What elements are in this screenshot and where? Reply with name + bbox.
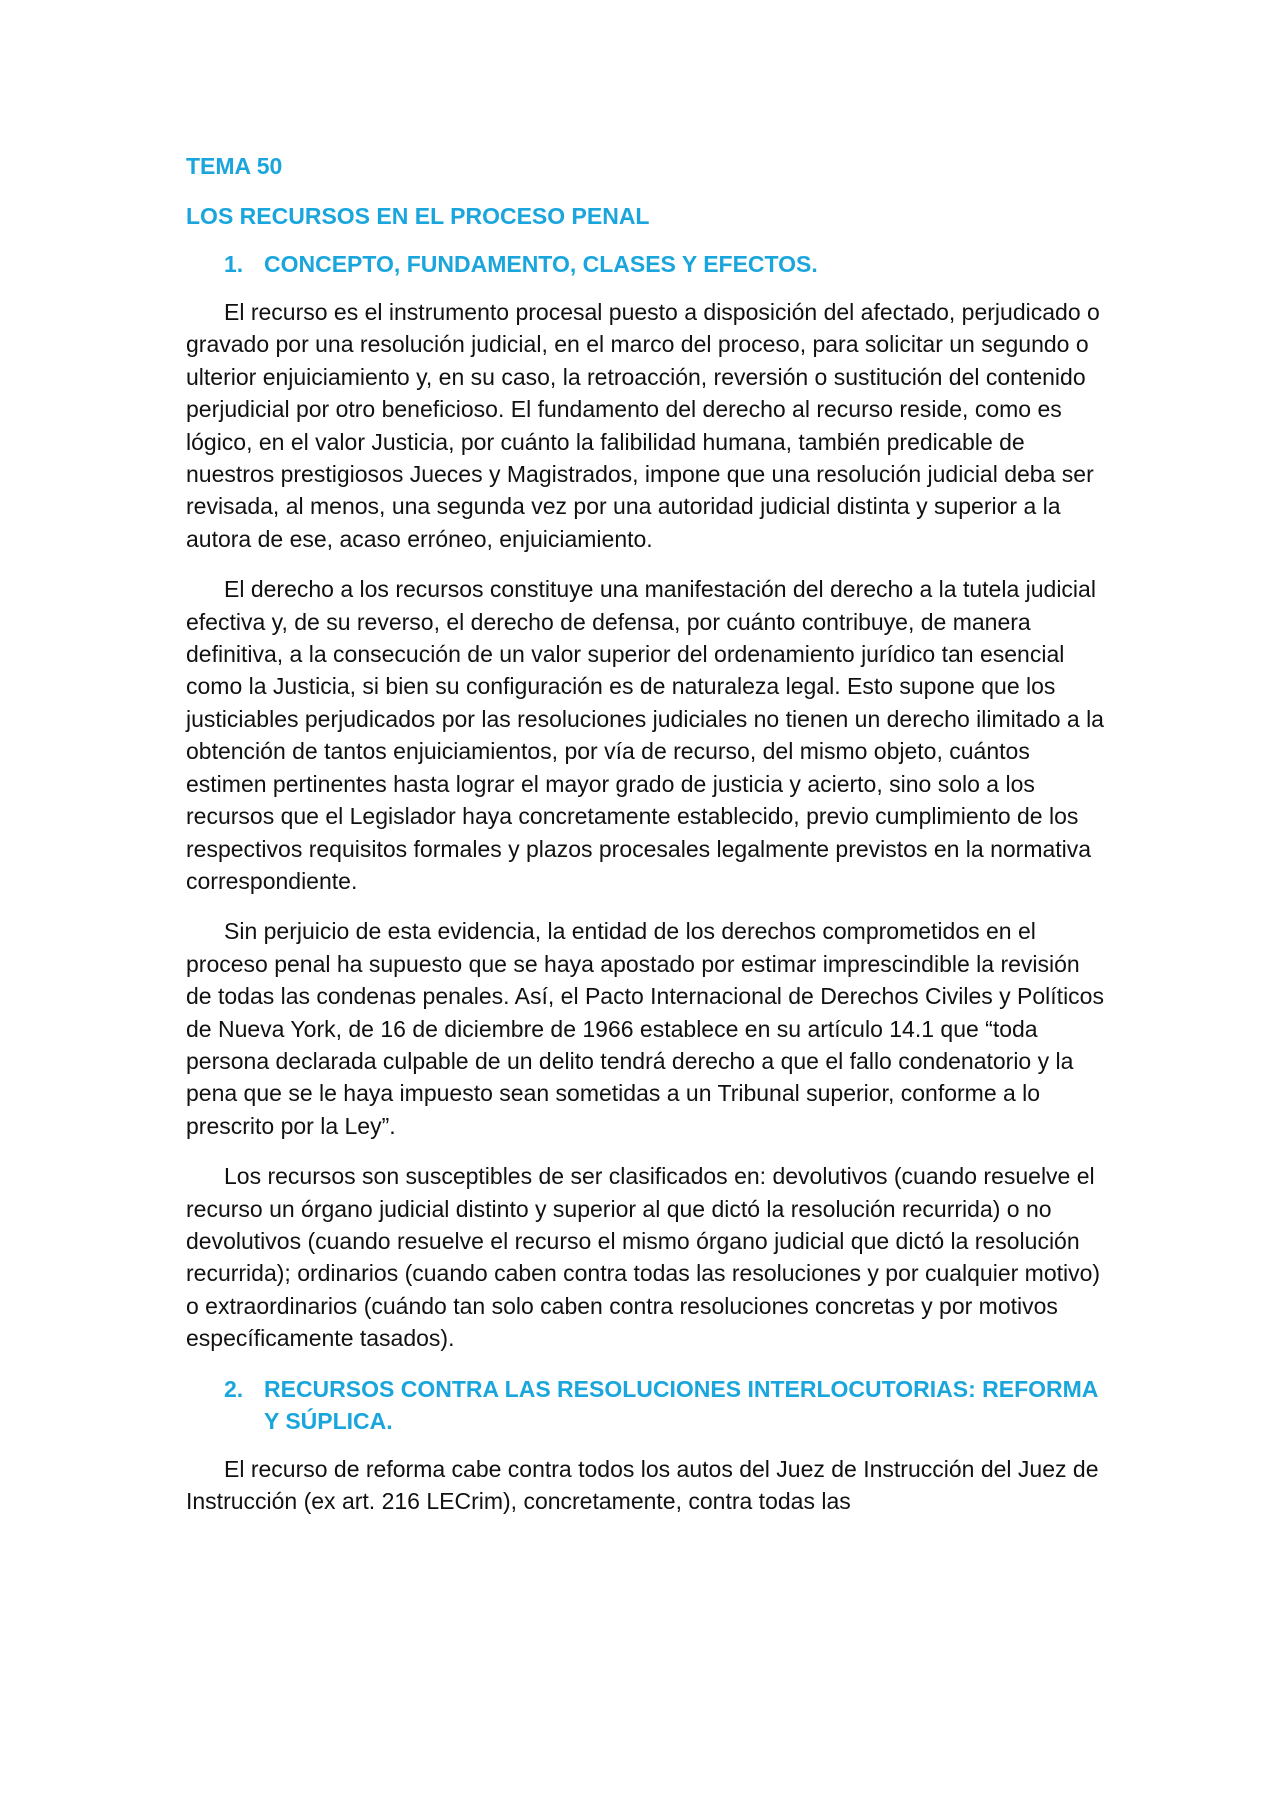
document-page xyxy=(186,150,1106,1535)
section-heading-text: CONCEPTO, FUNDAMENTO, CLASES Y EFECTOS. xyxy=(264,251,818,277)
paragraph: Los recursos son susceptibles de ser clasificados en: devolutivos (cuando resuelve el recurso un órgano judicial distinto y superior al que dictó la resolución recurrida) o no devolutivos (cuando resuelve el recurso el mismo órgano judicial que dictó la resolución recurrida); ordinarios (cuando caben contra todas las resoluciones y por cualquier motivo) o extraordinarios (cuándo tan solo caben contra resoluciones concretas y por motivos específicamente tasados). xyxy=(186,1163,1101,1352)
tema-number: TEMA 50 xyxy=(186,153,283,179)
paragraph: Sin perjuicio de esta evidencia, la entidad de los derechos comprometidos en el proceso penal ha supuesto que se haya apostado por estimar imprescindible la revisión de todas las condenas penales. Así, el Pacto Internacional de Derechos Civiles y Políticos de Nueva York, de 16 de diciembre de 1966 establece en su artículo 14.1 que “toda persona declarada culpable de un delito tendrá derecho a que el fallo condenatorio y la pena que se le haya impuesto sean sometidas a un Tribunal superior, conforme a lo prescrito por la Ley”. xyxy=(186,918,1104,1139)
section-number: 1. xyxy=(224,251,244,277)
section-heading-1 xyxy=(224,248,1106,280)
document-title: LOS RECURSOS EN EL PROCESO PENAL xyxy=(186,203,650,229)
paragraph: El derecho a los recursos constituye una manifestación del derecho a la tutela judicial efectiva y, de su reverso, el derecho de defensa, por cuánto contribuye, de manera definitiva, a la consecución de un valor superior del ordenamiento jurídico tan esencial como la Justicia, si bien su configuración es de naturaleza legal. Esto supone que los justiciables perjudicados por las resoluciones judiciales no tienen un derecho ilimitado a la obtención de tantos enjuiciamientos, por vía de recurso, del mismo objeto, cuántos estimen pertinentes hasta lograr el mayor grado de justicia y acierto, sino solo a los recursos que el Legislador haya concretamente establecido, previo cumplimiento de los respectivos requisitos formales y plazos procesales legalmente previstos en la normativa correspondiente. xyxy=(186,576,1104,894)
section-heading-2 xyxy=(224,1373,1106,1437)
paragraph: El recurso es el instrumento procesal puesto a disposición del afectado, perjudicado o gravado por una resolución judicial, en el marco del proceso, para solicitar un segundo o ulterior enjuiciamiento y, en su caso, la retroacción, reversión o sustitución del contenido perjudicial por otro beneficioso. El fundamento del derecho al recurso reside, como es lógico, en el valor Justicia, por cuánto la falibilidad humana, también predicable de nuestros prestigiosos Jueces y Magistrados, impone que una resolución judicial deba ser revisada, al menos, una segunda vez por una autoridad judicial distinta y superior a la autora de ese, acaso erróneo, enjuiciamiento. xyxy=(186,299,1100,552)
section-heading-text: RECURSOS CONTRA LAS RESOLUCIONES INTERLOCUTORIAS: REFORMA Y SÚPLICA. xyxy=(264,1375,1098,1434)
paragraph: El recurso de reforma cabe contra todos los autos del Juez de Instrucción del Juez de Instrucción (ex art. 216 LECrim), concretamente, contra todas las xyxy=(186,1455,1099,1514)
section-number: 2. xyxy=(224,1375,244,1402)
